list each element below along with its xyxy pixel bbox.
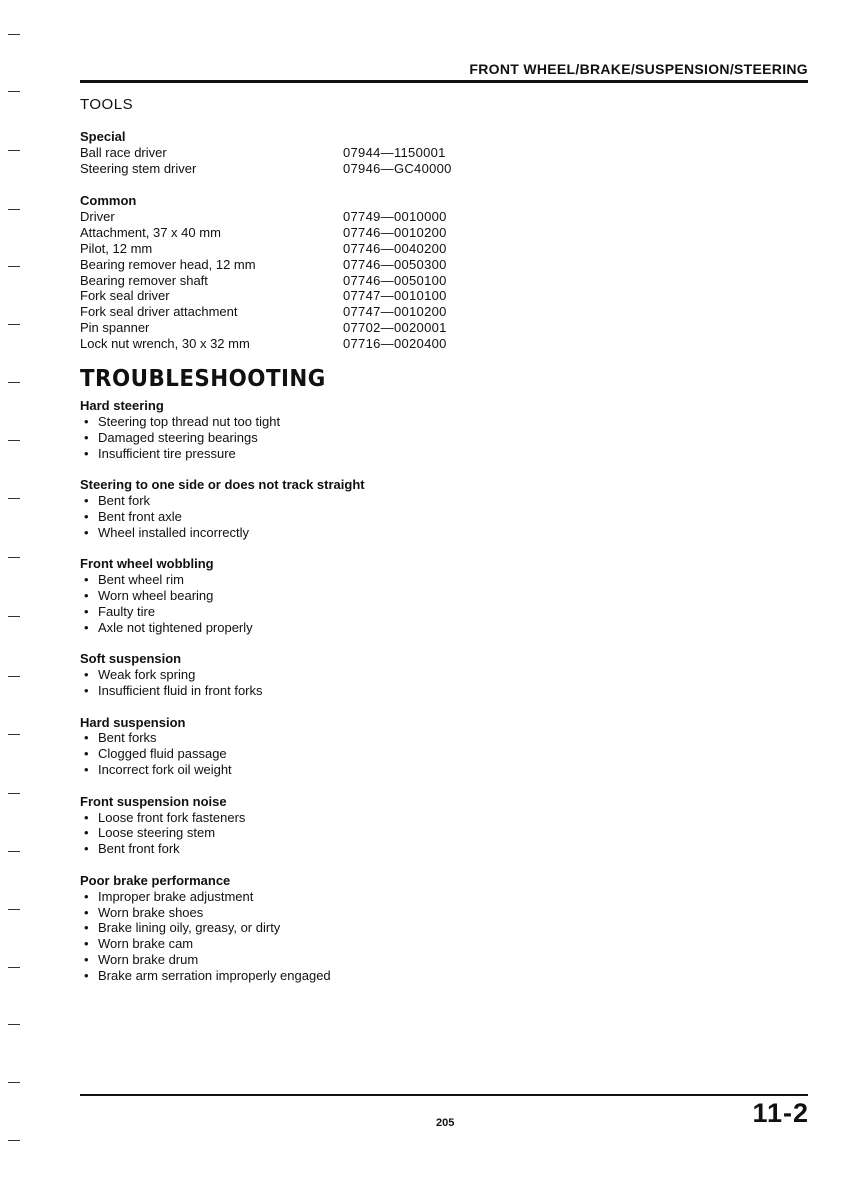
troubleshooting-item — [80, 762, 580, 778]
tool-name: Ball race driver — [80, 145, 167, 160]
troubleshooting-heading: Hard suspension — [80, 714, 186, 730]
troubleshooting-item — [80, 936, 580, 952]
section-header: FRONT WHEEL/BRAKE/SUSPENSION/STEERING — [469, 61, 808, 77]
tools-title: TOOLS — [80, 96, 134, 113]
bullet-glyph: • — [84, 508, 89, 524]
tool-row — [80, 161, 480, 177]
troubleshooting-group — [80, 651, 580, 699]
troubleshooting-title: TROUBLESHOOTING — [80, 366, 326, 392]
troubleshooting-item-text: Insufficient fluid in front forks — [98, 683, 263, 699]
troubleshooting-group — [80, 398, 580, 462]
troubleshooting-heading: Poor brake performance — [80, 872, 231, 888]
troubleshooting-item-text: Worn brake cam — [98, 936, 194, 952]
troubleshooting-item-text: Clogged fluid passage — [98, 746, 227, 762]
tool-part-number: 07746—0040200 — [343, 240, 447, 256]
bullet-glyph: • — [84, 524, 89, 540]
bullet-glyph: • — [84, 920, 89, 936]
troubleshooting-item — [80, 952, 580, 968]
tool-part-number: 07747—0010200 — [343, 304, 447, 320]
bullet-glyph: • — [84, 841, 89, 857]
tool-name: Bearing remover shaft — [80, 272, 208, 288]
bullet-glyph: • — [84, 572, 89, 588]
troubleshooting-group — [80, 794, 580, 858]
bullet-glyph: • — [84, 809, 89, 825]
troubleshooting-item — [80, 620, 580, 636]
troubleshooting-item — [80, 525, 580, 541]
bullet-glyph: • — [84, 746, 89, 762]
troubleshooting-item — [80, 509, 580, 525]
troubleshooting-item-text: Axle not tightened properly — [98, 619, 253, 635]
troubleshooting-item-text: Damaged steering bearings — [98, 429, 258, 445]
troubleshooting-item-text: Worn brake shoes — [98, 904, 204, 920]
bullet-glyph: • — [84, 952, 89, 968]
bullet-glyph: • — [84, 968, 89, 984]
tool-name: Attachment, 37 x 40 mm — [80, 224, 221, 240]
tool-part-number: 07946—GC40000 — [343, 160, 452, 176]
bullet-glyph: • — [84, 936, 89, 952]
bullet-glyph: • — [84, 904, 89, 920]
common-tools-heading: Common — [80, 193, 137, 208]
tool-part-number: 07747—0010100 — [343, 288, 447, 304]
tool-name: Steering stem driver — [80, 160, 197, 176]
bullet-glyph: • — [84, 888, 89, 904]
troubleshooting-item — [80, 905, 580, 921]
troubleshooting-item — [80, 683, 580, 699]
bottom-rule — [80, 1094, 808, 1096]
bullet-glyph: • — [84, 588, 89, 604]
tool-part-number: 07944—1150001 — [343, 145, 446, 160]
tool-name: Pin spanner — [80, 320, 150, 336]
troubleshooting-heading: Front suspension noise — [80, 793, 227, 809]
troubleshooting-groups — [80, 398, 580, 1000]
troubleshooting-item-text: Improper brake adjustment — [98, 888, 254, 904]
troubleshooting-item-text: Bent wheel rim — [98, 572, 184, 588]
tool-row — [80, 257, 480, 273]
special-tools — [80, 129, 480, 177]
troubleshooting-item-text: Incorrect fork oil weight — [98, 762, 232, 778]
bullet-glyph: • — [84, 445, 89, 461]
tool-part-number: 07746—0010200 — [343, 224, 447, 240]
troubleshooting-group — [80, 873, 580, 984]
troubleshooting-item-text: Bent fork — [98, 493, 151, 509]
troubleshooting-item — [80, 810, 580, 826]
tool-name: Driver — [80, 209, 115, 224]
tool-name: Pilot, 12 mm — [80, 240, 153, 256]
troubleshooting-item — [80, 825, 580, 841]
binding-hole-marks — [0, 0, 30, 1200]
tool-part-number: 07702—0020001 — [343, 320, 447, 336]
troubleshooting-item — [80, 604, 580, 620]
tool-row — [80, 209, 480, 225]
troubleshooting-heading: Hard steering — [80, 398, 164, 413]
common-tools — [80, 193, 480, 352]
tool-row — [80, 336, 480, 352]
tool-name: Fork seal driver — [80, 288, 170, 304]
bullet-glyph: • — [84, 619, 89, 635]
troubleshooting-item-text: Loose steering stem — [98, 825, 216, 841]
tool-name: Fork seal driver attachment — [80, 304, 238, 320]
troubleshooting-item — [80, 572, 580, 588]
tool-part-number: 07746—0050300 — [343, 256, 447, 272]
troubleshooting-item — [80, 841, 580, 857]
troubleshooting-item — [80, 446, 580, 462]
section-number: 11-2 — [752, 1098, 809, 1128]
page-number: 205 — [436, 1117, 455, 1129]
troubleshooting-item-text: Brake lining oily, greasy, or dirty — [98, 920, 281, 936]
bullet-glyph: • — [84, 683, 89, 699]
troubleshooting-item — [80, 430, 580, 446]
troubleshooting-item — [80, 746, 580, 762]
troubleshooting-group — [80, 477, 580, 541]
tool-row — [80, 225, 480, 241]
tool-row — [80, 320, 480, 336]
troubleshooting-item — [80, 667, 580, 683]
tool-part-number: 07716—0020400 — [343, 336, 447, 352]
troubleshooting-item — [80, 414, 580, 430]
tool-row — [80, 241, 480, 257]
troubleshooting-item-text: Bent forks — [98, 730, 157, 746]
tool-name: Lock nut wrench, 30 x 32 mm — [80, 336, 250, 352]
tool-row — [80, 145, 480, 161]
tool-row — [80, 273, 480, 289]
troubleshooting-item-text: Worn wheel bearing — [98, 588, 214, 604]
tool-part-number: 07749—0010000 — [343, 209, 447, 224]
tool-part-number: 07746—0050100 — [343, 272, 447, 288]
troubleshooting-group — [80, 715, 580, 779]
bullet-glyph: • — [84, 825, 89, 841]
troubleshooting-item-text: Steering top thread nut too tight — [98, 413, 281, 429]
troubleshooting-item-text: Bent front axle — [98, 508, 182, 524]
troubleshooting-item — [80, 920, 580, 936]
special-tools-heading: Special — [80, 129, 126, 144]
tool-row — [80, 288, 480, 304]
tool-name: Bearing remover head, 12 mm — [80, 256, 256, 272]
troubleshooting-item-text: Bent front fork — [98, 841, 180, 857]
troubleshooting-item-text: Loose front fork fasteners — [98, 809, 246, 825]
troubleshooting-item — [80, 968, 580, 984]
troubleshooting-item-text: Faulty tire — [98, 603, 156, 619]
troubleshooting-item-text: Brake arm serration improperly engaged — [98, 968, 331, 984]
troubleshooting-item-text: Worn brake drum — [98, 952, 199, 968]
troubleshooting-item — [80, 493, 580, 509]
troubleshooting-item — [80, 730, 580, 746]
troubleshooting-item-text: Weak fork spring — [98, 667, 196, 683]
bullet-glyph: • — [84, 667, 89, 683]
troubleshooting-heading: Soft suspension — [80, 651, 182, 667]
troubleshooting-group — [80, 556, 580, 636]
troubleshooting-heading: Steering to one side or does not track straight — [80, 477, 365, 493]
troubleshooting-item — [80, 588, 580, 604]
bullet-glyph: • — [84, 429, 89, 445]
tool-row — [80, 304, 480, 320]
bullet-glyph: • — [84, 730, 89, 746]
bullet-glyph: • — [84, 493, 89, 509]
troubleshooting-item-text: Wheel installed incorrectly — [98, 524, 250, 540]
bullet-glyph: • — [84, 413, 89, 429]
troubleshooting-item-text: Insufficient tire pressure — [98, 445, 236, 461]
bullet-glyph: • — [84, 762, 89, 778]
bullet-glyph: • — [84, 603, 89, 619]
top-rule — [80, 80, 808, 83]
troubleshooting-heading: Front wheel wobbling — [80, 556, 214, 572]
troubleshooting-item — [80, 889, 580, 905]
